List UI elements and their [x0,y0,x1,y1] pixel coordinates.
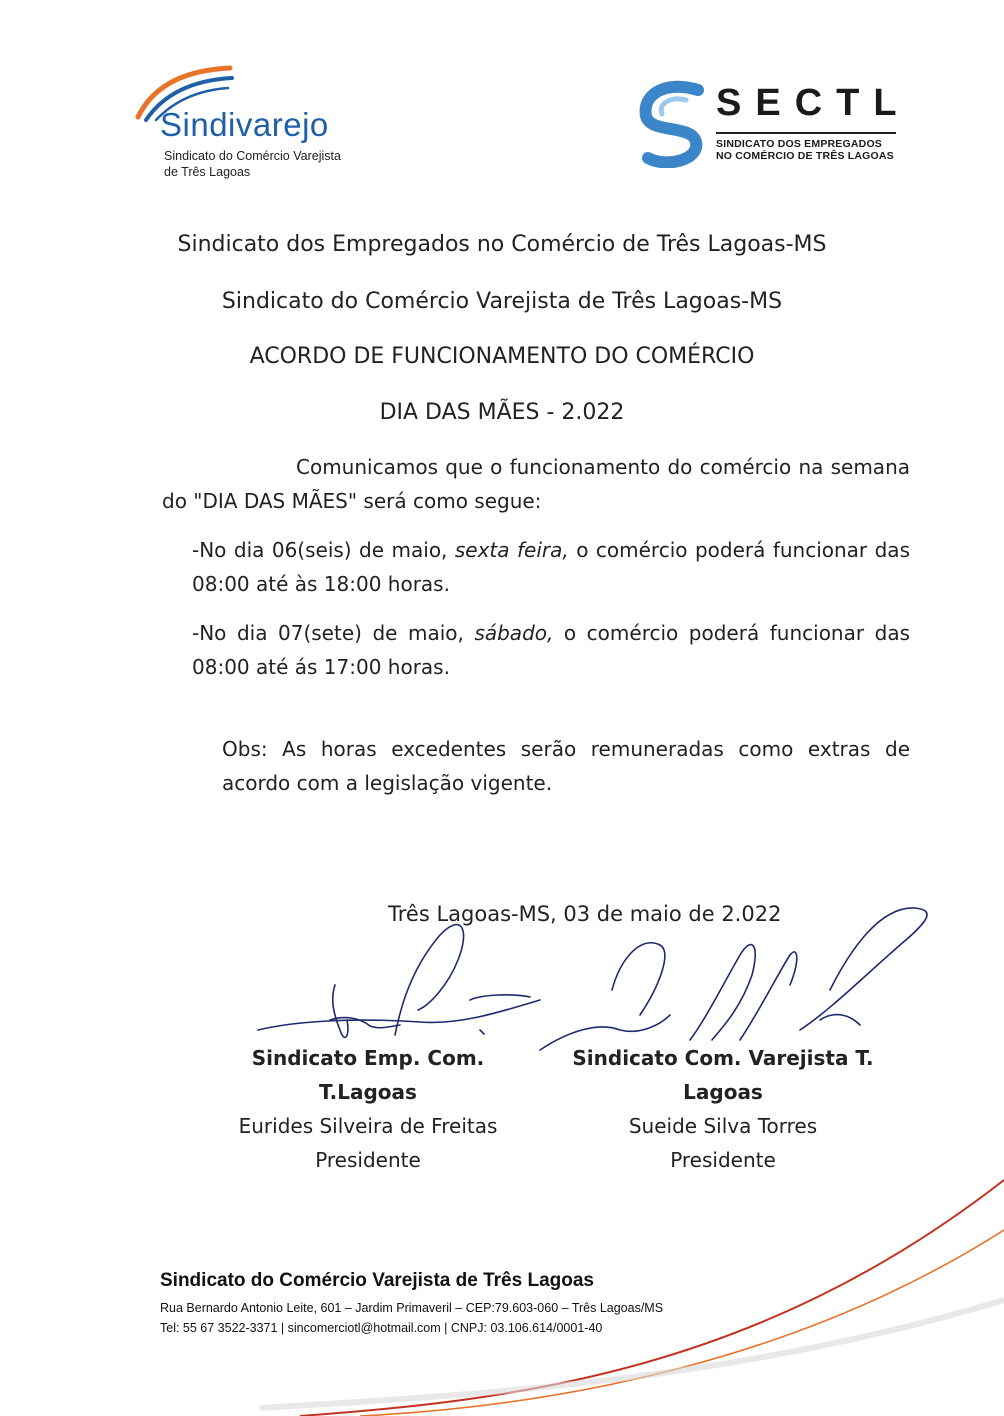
signatory-right-role: Presidente [670,1148,776,1172]
friday-text-pre: -No dia 06(seis) de maio, [192,538,455,562]
schedule-item-saturday [192,616,910,684]
saturday-text-post: o comércio poderá funcionar das 08:00 até ás 17:00 horas. [192,621,910,679]
signatory-right [548,1041,898,1177]
sectl-divider [716,132,896,134]
title-sindivarejo: Sindicato do Comércio Varejista de Três Lagoas-MS [221,289,783,314]
friday-text-post: o comércio poderá funcionar das 08:00 até às 18:00 horas. [192,538,910,596]
sectl-swirl-icon [636,80,716,168]
date-line: Três Lagoas-MS, 03 de maio de 2.022 [388,902,782,926]
sectl-logo [636,80,911,180]
sectl-subtitle [716,138,894,162]
friday-day: sexta feira, [454,538,569,562]
sindivarejo-subtitle-line2: de Três Lagoas [164,165,251,179]
footer-address: Rua Bernardo Antonio Leite, 601 – Jardim Primaveril – CEP:79.603-060 – Três Lagoas/MS [160,1301,664,1315]
sindivarejo-brand: Sindivarejo [160,106,329,143]
observation-note: Obs: As horas excedentes serão remuneradas como extras de acordo com a legislação vigente. [222,737,910,795]
sindivarejo-subtitle-line1: Sindicato do Comércio Varejista [164,149,341,163]
signatory-right-name: Sueide Silva Torres [628,1114,818,1138]
sectl-brand: SECTL [716,82,911,124]
saturday-text-pre: -No dia 07(sete) de maio, [192,621,475,645]
schedule-item-friday [192,533,910,601]
signatory-right-org: Sindicato Com. Varejista T. Lagoas [572,1046,874,1104]
sectl-subtitle-line1: SINDICATO DOS EMPREGADOS [716,138,883,150]
signatory-left-org: Sindicato Emp. Com. T.Lagoas [251,1046,485,1104]
footer-org-name: Sindicato do Comércio Varejista de Três Lagoas [160,1270,594,1291]
intro-paragraph: Comunicamos que o funcionamento do comércio na semana do "DIA DAS MÃES" será como segue: [162,455,910,513]
title-mothers-day: DIA DAS MÃES - 2.022 [379,400,625,425]
sindivarejo-subtitle [164,148,341,180]
saturday-day: sábado, [474,621,554,645]
sectl-subtitle-line2: NO COMÉRCIO DE TRÊS LAGOAS [716,150,894,162]
title-agreement: ACORDO DE FUNCIONAMENTO DO COMÉRCIO [249,344,755,369]
title-sectl: Sindicato dos Empregados no Comércio de Três Lagoas-MS [177,232,827,257]
signatory-left-role: Presidente [315,1148,421,1172]
signatory-left-name: Eurides Silveira de Freitas [238,1114,498,1138]
footer-contact: Tel: 55 67 3522-3371 | sincomerciotl@hotmail.com | CNPJ: 03.106.614/0001-40 [160,1321,603,1335]
sindivarejo-logo [130,62,390,182]
footer [160,1270,663,1338]
signatory-left [218,1041,518,1177]
